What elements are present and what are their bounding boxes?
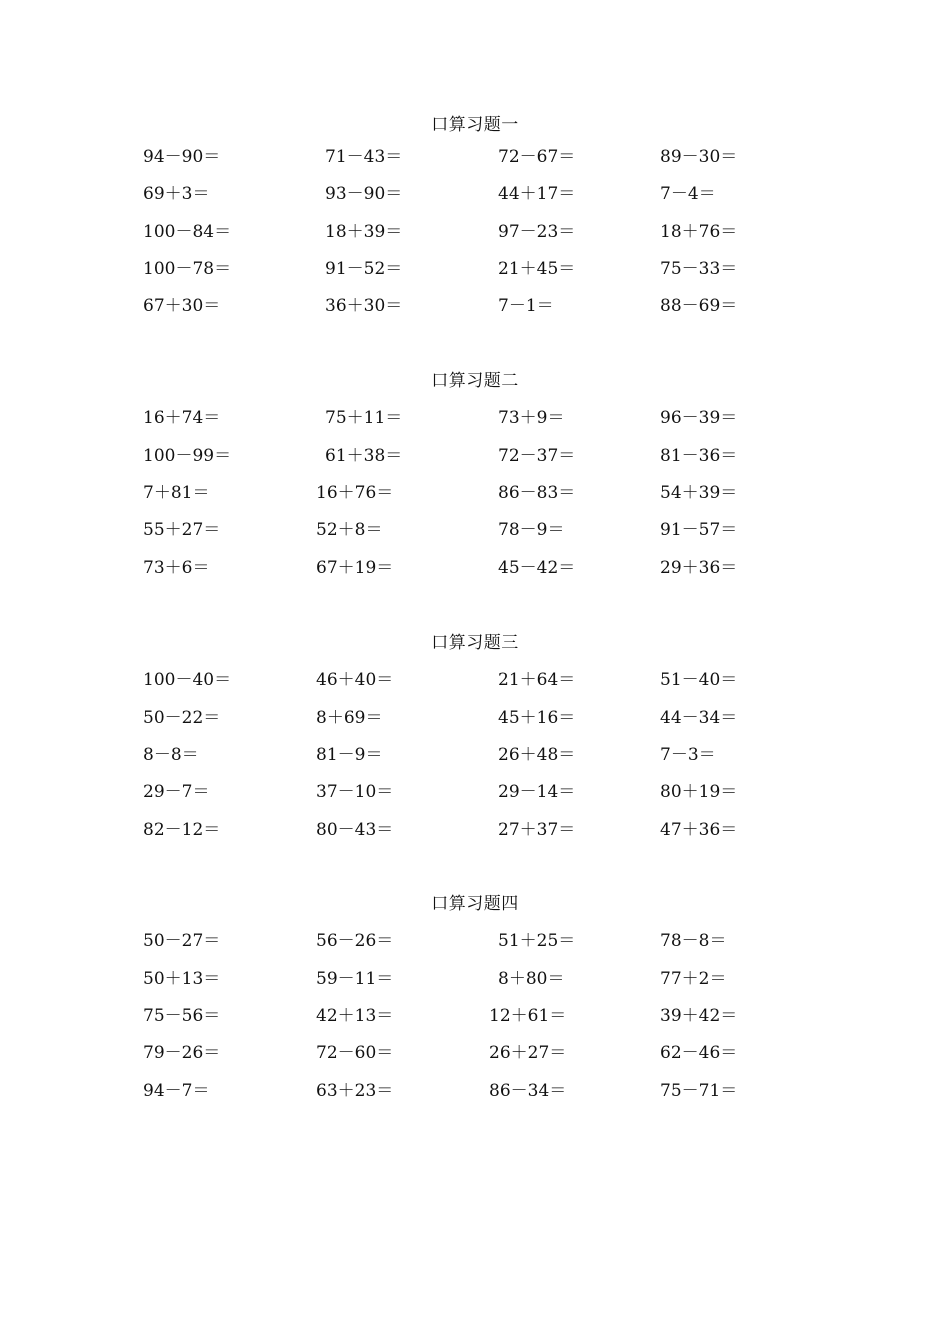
problem: 42＋13＝ — [316, 1006, 394, 1026]
problem: 75＋11＝ — [325, 408, 403, 428]
problem: 29－14＝ — [498, 782, 576, 802]
problem: 67＋19＝ — [316, 558, 394, 578]
problem: 18＋76＝ — [660, 222, 738, 242]
problem: 29－7＝ — [143, 782, 210, 802]
problem: 82－12＝ — [143, 820, 221, 840]
problem: 78－9＝ — [498, 520, 565, 540]
problem: 12＋61＝ — [489, 1006, 567, 1026]
problem: 72－67＝ — [498, 147, 576, 167]
problem: 50－22＝ — [143, 708, 221, 728]
problem: 45－42＝ — [498, 558, 576, 578]
problem: 73＋9＝ — [498, 408, 565, 428]
problem: 59－11＝ — [316, 969, 394, 989]
problem: 97－23＝ — [498, 222, 576, 242]
exercise-section-4 — [0, 892, 950, 1132]
problem: 77＋2＝ — [660, 969, 727, 989]
problem: 63＋23＝ — [316, 1081, 394, 1101]
problem: 91－57＝ — [660, 520, 738, 540]
problem: 21＋64＝ — [498, 670, 576, 690]
problem: 78－8＝ — [660, 931, 727, 951]
problem: 80－43＝ — [316, 820, 394, 840]
problem: 27＋37＝ — [498, 820, 576, 840]
problem: 81－9＝ — [316, 745, 383, 765]
problem: 75－71＝ — [660, 1081, 738, 1101]
problem: 72－60＝ — [316, 1043, 394, 1063]
problem: 50－27＝ — [143, 931, 221, 951]
problem: 16＋74＝ — [143, 408, 221, 428]
problem: 18＋39＝ — [325, 222, 403, 242]
section-title: 口算习题三 — [431, 633, 519, 653]
problem: 7＋81＝ — [143, 483, 210, 503]
problem: 89－30＝ — [660, 147, 738, 167]
problem: 61＋38＝ — [325, 446, 403, 466]
exercise-section-2 — [0, 369, 950, 609]
problem: 100－78＝ — [143, 259, 232, 279]
problem: 26＋48＝ — [498, 745, 576, 765]
problem: 21＋45＝ — [498, 259, 576, 279]
problem: 26＋27＝ — [489, 1043, 567, 1063]
problem: 37－10＝ — [316, 782, 394, 802]
problem: 8＋69＝ — [316, 708, 383, 728]
problem: 7－3＝ — [660, 745, 716, 765]
problem: 81－36＝ — [660, 446, 738, 466]
problem: 7－4＝ — [660, 184, 716, 204]
problem: 96－39＝ — [660, 408, 738, 428]
problem: 7－1＝ — [498, 296, 554, 316]
problem: 62－46＝ — [660, 1043, 738, 1063]
section-title: 口算习题二 — [431, 371, 519, 391]
problem: 88－69＝ — [660, 296, 738, 316]
problem: 91－52＝ — [325, 259, 403, 279]
problem: 46＋40＝ — [316, 670, 394, 690]
problem: 47＋36＝ — [660, 820, 738, 840]
problem: 16＋76＝ — [316, 483, 394, 503]
problem: 44＋17＝ — [498, 184, 576, 204]
problem: 51－40＝ — [660, 670, 738, 690]
problem: 39＋42＝ — [660, 1006, 738, 1026]
problem: 100－40＝ — [143, 670, 232, 690]
problem: 86－83＝ — [498, 483, 576, 503]
problem: 94－7＝ — [143, 1081, 210, 1101]
problem: 75－33＝ — [660, 259, 738, 279]
problem: 8－8＝ — [143, 745, 199, 765]
problem: 36＋30＝ — [325, 296, 403, 316]
problem: 100－84＝ — [143, 222, 232, 242]
problem: 50＋13＝ — [143, 969, 221, 989]
problem: 51＋25＝ — [498, 931, 576, 951]
problem: 72－37＝ — [498, 446, 576, 466]
problem: 93－90＝ — [325, 184, 403, 204]
problem: 100－99＝ — [143, 446, 232, 466]
problem: 79－26＝ — [143, 1043, 221, 1063]
section-title: 口算习题一 — [431, 115, 519, 135]
exercise-section-3 — [0, 631, 950, 871]
problem: 69＋3＝ — [143, 184, 210, 204]
problem: 67＋30＝ — [143, 296, 221, 316]
problem: 73＋6＝ — [143, 558, 210, 578]
problem: 8＋80＝ — [498, 969, 565, 989]
exercise-section-1 — [0, 113, 950, 353]
problem: 75－56＝ — [143, 1006, 221, 1026]
problem: 71－43＝ — [325, 147, 403, 167]
problem: 52＋8＝ — [316, 520, 383, 540]
problem: 29＋36＝ — [660, 558, 738, 578]
problem: 86－34＝ — [489, 1081, 567, 1101]
problem: 94－90＝ — [143, 147, 221, 167]
problem: 80＋19＝ — [660, 782, 738, 802]
problem: 54＋39＝ — [660, 483, 738, 503]
problem: 55＋27＝ — [143, 520, 221, 540]
problem: 44－34＝ — [660, 708, 738, 728]
section-title: 口算习题四 — [431, 894, 519, 914]
problem: 56－26＝ — [316, 931, 394, 951]
problem: 45＋16＝ — [498, 708, 576, 728]
